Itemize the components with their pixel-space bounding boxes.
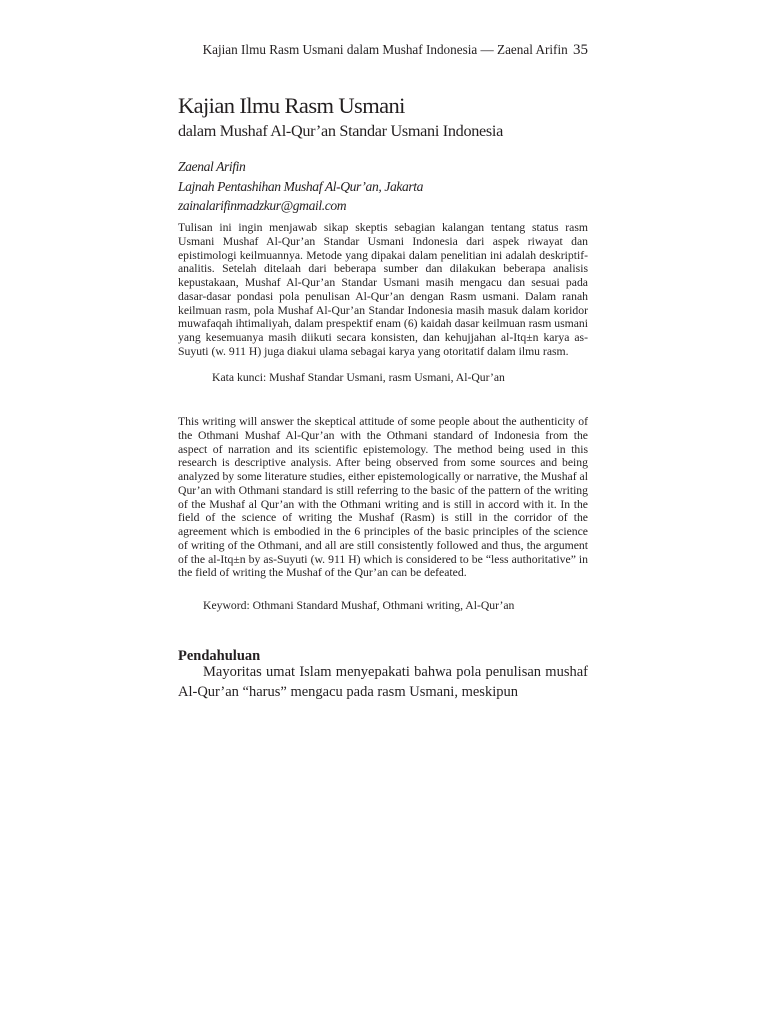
author-email: zainalarifinmadzkur@gmail.com bbox=[178, 198, 347, 213]
running-header-text: Kajian Ilmu Rasm Usmani dalam Mushaf Indonesia — Zaenal Arifin bbox=[202, 42, 568, 57]
section-heading: Pendahuluan bbox=[178, 648, 261, 664]
page-number: 35 bbox=[573, 42, 588, 58]
abstract-indonesian: Tulisan ini ingin menjawab sikap skeptis sebagian kalangan tentang status rasm Usmani Mushaf Al-Qur’an Standar Usmani Indonesia dari aspek riwayat dan epistimologi keilmuannya. Metode yang dipakai dalam penelitian ini adalah deskriptif-analitis. Setelah ditelaah dari beberapa sumber dan dilakukan beberapa analisis kepustakaan, Mushaf Al-Qur’an Standar Usmani masih mengacu dan sesuai pada dasar-dasar pondasi pola penulisan Al-Qur’an dengan Rasm usmani. Dalam ranah keilmuan rasm, pola Mushaf Al-Qur’an Standar Indonesia masih masuk dalam koridor muwafaqah ihtimaliyah, dalam prespektif enam (6) kaidah dasar keilmuan rasm usmani yang kesemuanya masih diikuti secara konsisten, dan kehujjahan al-Itq±n karya as-Suyuti (w. 911 H) juga diakui ulama sebagai karya yang otoritatif dalam ilmu rasm. bbox=[178, 221, 588, 358]
author-block bbox=[178, 157, 423, 216]
keywords-english: Keyword: Othmani Standard Mushaf, Othmani writing, Al-Qur’an bbox=[203, 599, 515, 612]
running-header bbox=[180, 40, 588, 60]
keywords-indonesian: Kata kunci: Mushaf Standar Usmani, rasm Usmani, Al-Qur’an bbox=[212, 371, 505, 384]
article-title: Kajian Ilmu Rasm Usmani bbox=[178, 93, 405, 118]
author-affiliation: Lajnah Pentashihan Mushaf Al-Qur’an, Jakarta bbox=[178, 178, 424, 194]
author-name: Zaenal Arifin bbox=[178, 159, 246, 174]
abstract-english: This writing will answer the skeptical attitude of some people about the authenticity of the Othmani Mushaf Al-Qur’an with the Othmani standard of Indonesia from the aspect of narration and its scientific epistemology. The method being used in this research is descriptive analysis. After being observed from some sources and being analyzed by some literature studies, either epistemologically or narrative, the Mushaf al Qur’an with Othmani standard is still referring to the basic of the pattern of the writing of the Mushaf al Qur’an with the Othmani writing and is still in accord with it. In the field of the science of writing the Mushaf (Rasm) is still in the corridor of the agreement which is embodied in the 6 principles of the basic principles of the science of writing of the Othmani, and all are still consistently followed and thus, the argument of the al-Itq±n by as-Suyuti (w. 911 H) which is considered to be “less authoritative” in the field of writing the Mushaf of the Qur’an can be defeated. bbox=[178, 415, 588, 580]
body-paragraph: Mayoritas umat Islam menyepakati bahwa pola penulisan mushaf Al-Qur’an “harus” mengacu pada rasm Usmani, meskipun bbox=[178, 664, 588, 700]
article-subtitle: dalam Mushaf Al-Qur’an Standar Usmani Indonesia bbox=[178, 122, 504, 140]
